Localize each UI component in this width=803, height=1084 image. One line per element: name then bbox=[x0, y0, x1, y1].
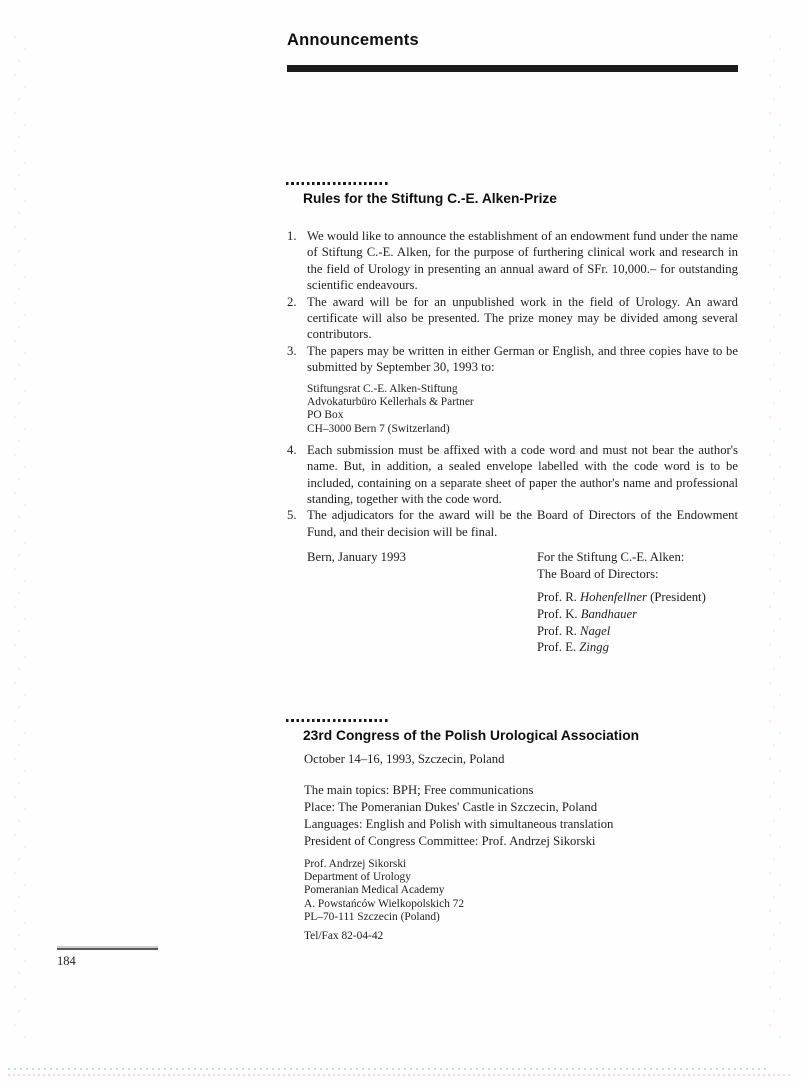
address-line: CH–3000 Bern 7 (Switzerland) bbox=[307, 422, 450, 435]
member-suffix: (President) bbox=[646, 590, 706, 605]
submission-address-block bbox=[307, 383, 738, 436]
board-members-list bbox=[537, 589, 706, 655]
member-name: Nagel bbox=[580, 623, 611, 638]
signoff-for-line: For the Stiftung C.-E. Alken: bbox=[537, 550, 685, 565]
alken-section-title: Rules for the Stiftung C.-E. Alken-Prize bbox=[303, 191, 557, 206]
address-line: PO Box bbox=[307, 409, 344, 422]
congress-details-block bbox=[304, 782, 738, 850]
scan-artifact-right-speckles bbox=[765, 30, 791, 1044]
scan-artifact-bottom-line-1 bbox=[8, 1068, 770, 1070]
list-item-number: 2. bbox=[287, 294, 297, 309]
page-footer bbox=[57, 948, 158, 969]
detail-line: President of Congress Committee: Prof. Andrzej Sikorski bbox=[304, 834, 596, 848]
signoff-block bbox=[287, 549, 738, 653]
contact-line: Prof. Andrzej Sikorski bbox=[304, 858, 407, 870]
address-line: Stiftungsrat C.-E. Alken-Stiftung bbox=[307, 382, 458, 395]
detail-line: Languages: English and Polish with simultaneous translation bbox=[304, 817, 614, 831]
section-dotted-leader bbox=[286, 719, 390, 722]
list-item bbox=[287, 442, 738, 508]
list-item bbox=[287, 294, 738, 343]
list-item-number: 1. bbox=[287, 229, 297, 243]
member-name: Hohenfellner bbox=[580, 590, 647, 605]
member-prefix: Prof. R. bbox=[537, 623, 580, 638]
list-item-text: The papers may be written in either German or English, and three copies have to be submitted by September 30, 1993 to: bbox=[307, 343, 738, 375]
congress-section bbox=[287, 719, 738, 943]
list-item-number: 5. bbox=[287, 508, 297, 523]
board-member bbox=[537, 623, 706, 640]
list-item bbox=[287, 343, 738, 376]
header-rule-bar bbox=[287, 65, 738, 72]
list-item-number: 3. bbox=[287, 343, 297, 358]
list-item-number: 4. bbox=[287, 442, 297, 457]
list-item-text: Each submission must be affixed with a code word and must not bear the author's name. But, in addition, a sealed envelope labelled with the code word is to be included, containing on a separate sheet of paper the author's name and professional standing, together with the code word. bbox=[307, 442, 738, 507]
alken-rules-list bbox=[287, 228, 738, 540]
congress-date-line: October 14–16, 1993, Szczecin, Poland bbox=[304, 752, 505, 766]
signoff-board-block bbox=[537, 549, 706, 656]
member-prefix: Prof. E. bbox=[537, 640, 580, 655]
congress-contact-block bbox=[304, 858, 738, 924]
congress-section-title: 23rd Congress of the Polish Urological Association bbox=[303, 728, 640, 743]
scan-artifact-bottom-line-2 bbox=[8, 1074, 793, 1076]
page-number: 184 bbox=[57, 954, 76, 968]
list-item-text: The adjudicators for the award will be the Board of Directors of the Endowment Fund, and their decision will be final. bbox=[307, 508, 738, 539]
member-prefix: Prof. K. bbox=[537, 607, 581, 622]
address-line: Advokaturbüro Kellerhals & Partner bbox=[307, 395, 474, 408]
member-name: Bandhauer bbox=[580, 607, 638, 622]
contact-line: A. Powstańców Wielkopolskich 72 bbox=[304, 897, 465, 910]
section-dotted-leader bbox=[286, 182, 390, 185]
signoff-place-date: Bern, January 1993 bbox=[307, 550, 407, 565]
congress-tel-line: Tel/Fax 82-04-42 bbox=[304, 930, 384, 943]
list-item bbox=[287, 507, 738, 540]
page-title: Announcements bbox=[287, 31, 419, 49]
scan-artifact-left-speckles bbox=[10, 30, 36, 1044]
signoff-board-line: The Board of Directors: bbox=[537, 566, 659, 581]
list-item-text: We would like to announce the establishment of an endowment fund under the name of Stiftung C.-E. Alken, for the purpose of furthering clinical work and research in the field of Urology in presenting an annual award of SFr. 10,000.– for outstanding scientific endeavours. bbox=[307, 229, 738, 293]
board-member bbox=[537, 639, 706, 656]
contact-line: Pomeranian Medical Academy bbox=[304, 884, 445, 897]
detail-line: Place: The Pomeranian Dukes' Castle in Szczecin, Poland bbox=[304, 800, 598, 814]
contact-line: Department of Urology bbox=[304, 871, 411, 884]
member-name: Zingg bbox=[579, 640, 609, 655]
detail-line: The main topics: BPH; Free communications bbox=[304, 783, 534, 797]
board-member bbox=[537, 606, 706, 623]
contact-line: PL–70-111 Szczecin (Poland) bbox=[304, 910, 440, 923]
list-item bbox=[287, 228, 738, 294]
list-item-text: The award will be for an unpublished work in the field of Urology. An award certificate will also be presented. The prize money may be divided among several contributors. bbox=[307, 294, 738, 342]
board-member bbox=[537, 589, 706, 606]
main-column bbox=[287, 30, 738, 653]
member-prefix: Prof. R. bbox=[537, 590, 580, 605]
footer-rule bbox=[57, 948, 158, 950]
